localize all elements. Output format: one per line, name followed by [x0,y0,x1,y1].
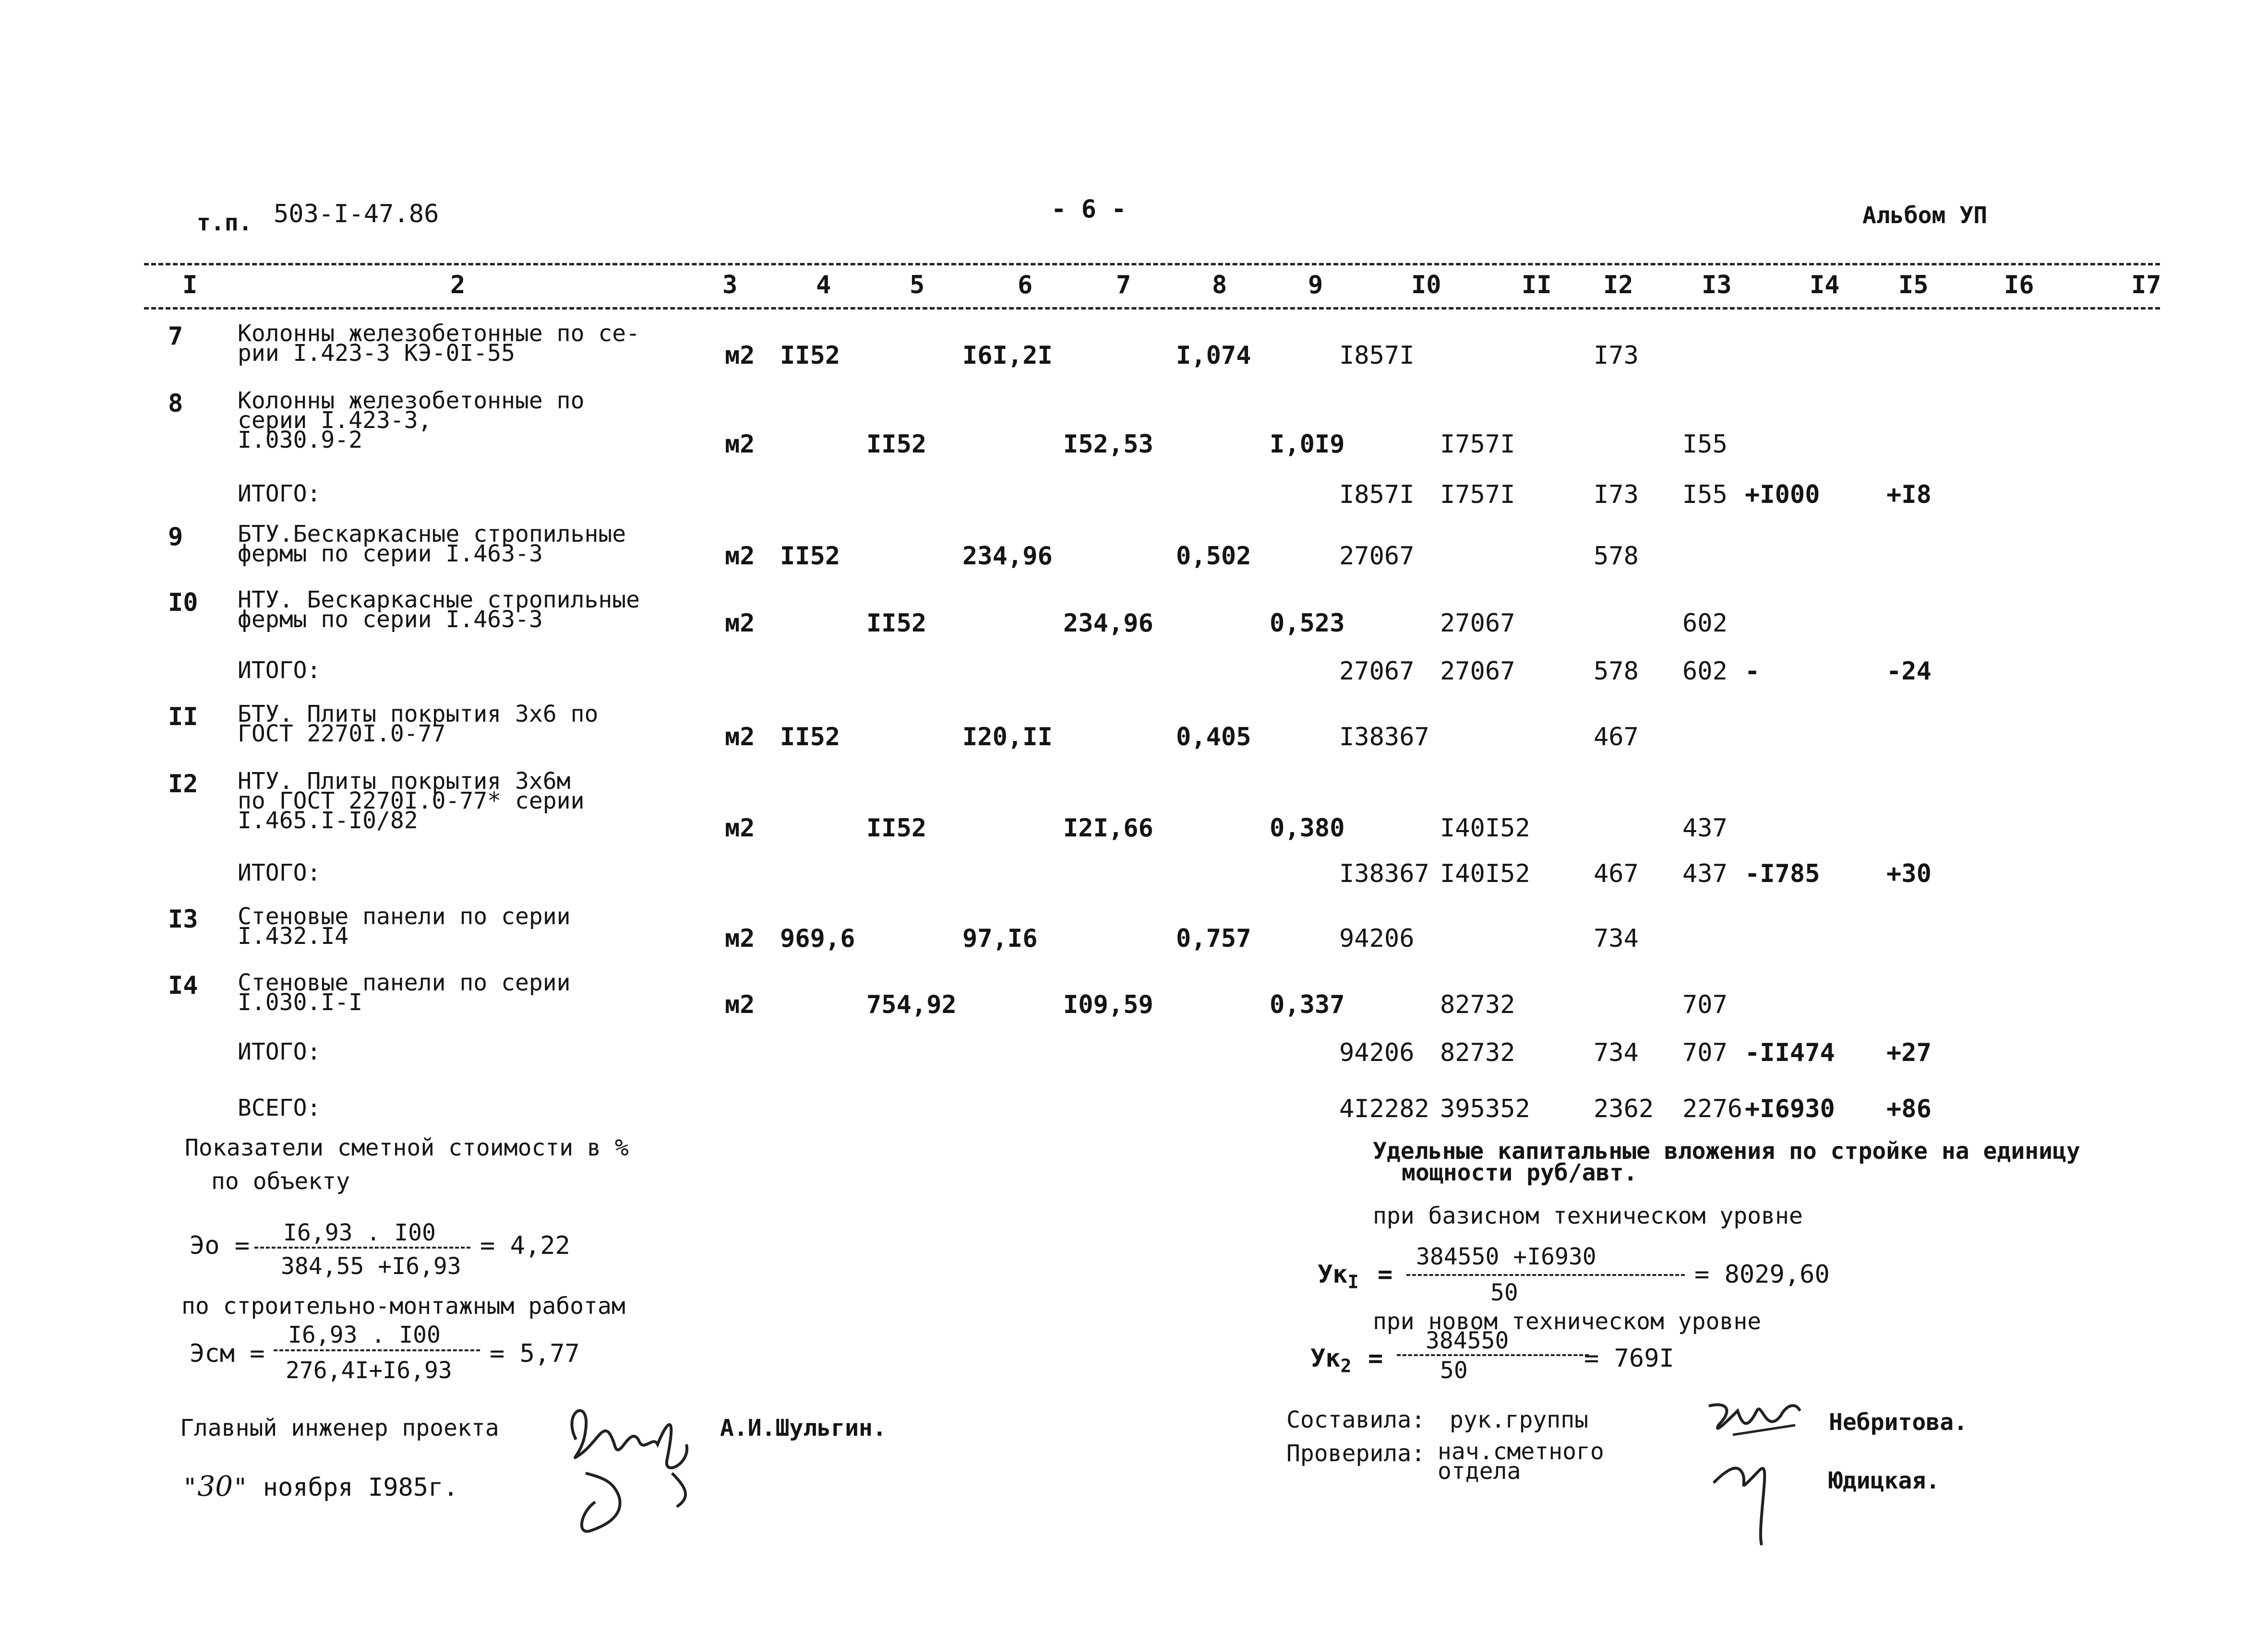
row-number: I4 [168,971,198,1000]
column-header-5: 5 [910,271,925,299]
checked-name: Юдицкая. [1829,1467,1940,1494]
cell-c8: 0,502 [1176,542,1251,571]
indicators-by-cmr: по строительно-монтажным работам [181,1293,625,1320]
cell-c10: 94206 [1339,1038,1415,1067]
cell-c7: I2I,66 [1063,814,1153,843]
cell-c13: 2276 [1682,1095,1743,1123]
eo-numerator: I6,93 . I00 [283,1219,436,1246]
eo-fraction-line [254,1247,470,1249]
chief-engineer-title: Главный инженер проекта [180,1415,499,1441]
total-label: ИТОГО: [238,1038,321,1065]
uk2-equals: = [1368,1344,1383,1373]
specific-heading: Удельные капитальные вложения по стройке на единицу [1373,1138,2080,1165]
cell-c13: 437 [1682,814,1728,843]
uk1-result: = 8029,60 [1694,1260,1830,1289]
row-number: I3 [168,905,198,934]
date-day: 30 [197,1470,233,1502]
cell-c12: 734 [1594,924,1639,953]
cell-c10: I857I [1339,341,1415,370]
cell-c12: 734 [1594,1038,1639,1067]
new-level-label: при новом техническом уровне [1373,1308,1762,1335]
cell-c10: I38367 [1339,859,1429,888]
cell-c11: I757I [1440,430,1515,459]
cell-c11: 82732 [1440,990,1515,1019]
cell-c13: 602 [1682,609,1728,638]
compiled-name: Небритова. [1829,1409,1968,1436]
row-description: Стеновые панели по серии I.432.I4 [238,903,571,950]
checked-role: нач.сметного отдела [1438,1438,1604,1485]
uk1-fraction-line [1406,1274,1685,1276]
cell-c10: 4I2282 [1339,1095,1429,1123]
column-header-17: I7 [2131,271,2161,299]
eo-result: = 4,22 [480,1231,570,1260]
cell-c10: 94206 [1339,924,1415,953]
cell-c15: +I8 [1886,480,1932,509]
ecm-denominator: 276,4I+I6,93 [286,1357,452,1384]
uk1-numerator: 384550 +I6930 [1416,1243,1596,1270]
row-description: НТУ. Плиты покрытия 3х6м по ГОСТ 2270I.0-77* серии I.465.I-I0/82 [238,768,585,834]
row-number: 8 [168,389,183,418]
row-description: НТУ. Бескаркасные стропильные фермы по серии I.463-3 [238,586,640,633]
cell-c8: 0,757 [1176,924,1251,953]
chief-signature [547,1382,706,1536]
uk1-denominator: 50 [1490,1279,1518,1306]
cell-c13: 707 [1682,1038,1728,1067]
compiled-signature [1699,1392,1805,1449]
row-description: БТУ.Бескаркасные стропильные фермы по серии I.463-3 [238,521,626,567]
cell-c5: 754,92 [866,990,957,1019]
uk2-numerator: 384550 [1426,1327,1509,1354]
unit-cell: м2 [725,609,755,638]
uk2-fraction-line [1397,1354,1589,1356]
cell-c6: I20,II [962,723,1053,751]
row-number: I2 [168,770,198,798]
row-description: Колонны железобетонные по серии I.423-3, I.030.9-2 [238,387,585,453]
cell-c12: I73 [1594,480,1639,509]
column-header-13: I3 [1702,271,1732,299]
ecm-fraction-line [274,1349,480,1351]
cell-c6: 234,96 [962,542,1053,571]
eo-denominator: 384,55 +I6,93 [281,1253,461,1280]
header-rule-top [144,263,2160,265]
cell-c14: - [1745,657,1760,686]
cell-c13: I55 [1682,480,1728,509]
cell-c7: I52,53 [1063,430,1153,459]
header-rule-bottom [144,307,2160,310]
column-header-11: II [1522,271,1552,299]
uk2-subscript: 2 [1340,1355,1352,1377]
unit-cell: м2 [725,542,755,571]
cell-c9: I,0I9 [1270,430,1345,459]
row-description: БТУ. Плиты покрытия 3х6 по ГОСТ 2270I.0-77 [238,701,599,747]
cell-c14: -II474 [1745,1038,1835,1067]
indicators-heading: Показатели сметной стоимости в % [185,1134,629,1161]
column-header-16: I6 [2004,271,2034,299]
date-line [182,1472,458,1500]
cell-c14: +I000 [1745,480,1820,509]
cell-c7: 234,96 [1063,609,1153,638]
cell-c11: 27067 [1440,657,1515,686]
column-header-4: 4 [816,271,831,299]
column-header-3: 3 [722,271,738,299]
cell-c15: +86 [1886,1095,1932,1123]
indicators-by-object: по объекту [211,1168,350,1195]
uk1-label: $Ук_I$ [1318,1260,1359,1293]
column-header-14: I4 [1810,271,1840,299]
unit-cell: м2 [725,430,755,459]
cell-c4: 969,6 [780,924,855,953]
column-header-1: I [182,271,198,299]
cell-c13: 437 [1682,859,1728,888]
cell-c12: 578 [1594,657,1639,686]
cell-c14: +I6930 [1745,1095,1835,1123]
row-number: II [168,703,198,731]
cell-c10: I857I [1339,480,1415,509]
cell-c12: 2362 [1594,1095,1654,1123]
column-header-8: 8 [1212,271,1227,299]
row-number: I0 [168,588,198,617]
unit-cell: м2 [725,814,755,843]
date-open-quote: " [182,1473,198,1502]
column-header-6: 6 [1018,271,1033,299]
cell-c11: I40I52 [1440,814,1530,843]
column-header-2: 2 [450,271,466,299]
cell-c10: 27067 [1339,657,1415,686]
checked-label: Проверила: [1286,1440,1425,1467]
column-header-9: 9 [1308,271,1323,299]
unit-cell: м2 [725,924,755,953]
uk1-equals: = [1378,1260,1393,1289]
column-header-15: I5 [1898,271,1929,299]
unit-cell: м2 [725,990,755,1019]
cell-c10: I38367 [1339,723,1429,751]
ecm-numerator: I6,93 . I00 [288,1322,441,1348]
cell-c5: II52 [866,814,927,843]
basic-level-label: при базисном техническом уровне [1373,1203,1803,1229]
compiled-label: Составила: [1286,1406,1425,1433]
row-number: 7 [168,322,183,351]
cell-c11: I40I52 [1440,859,1530,888]
doc-number: 503-I-47.86 [274,200,439,228]
column-header-10: I0 [1411,271,1441,299]
cell-c11: 82732 [1440,1038,1515,1067]
compiled-role: рук.группы [1450,1406,1588,1433]
unit-cell: м2 [725,723,755,751]
cell-c10: 27067 [1339,542,1415,571]
cell-c12: 467 [1594,723,1639,751]
cell-c15: -24 [1886,657,1932,686]
uk2-result: = 769I [1584,1344,1674,1373]
eo-label: Эо = [190,1231,250,1260]
album-label: Альбом УП [1862,202,1988,229]
cell-c5: II52 [866,430,927,459]
cell-c7: I09,59 [1063,990,1153,1019]
total-label: ВСЕГО: [238,1095,321,1121]
row-description: Колонны железобетонные по се- рии I.423-3 КЭ-0I-55 [238,320,640,367]
cell-c8: 0,405 [1176,723,1251,751]
row-description: Стеновые панели по серии I.030.I-I [238,969,571,1016]
cell-c6: I6I,2I [962,341,1053,370]
cell-c12: 578 [1594,542,1639,571]
cell-c9: 0,523 [1270,609,1345,638]
column-header-7: 7 [1116,271,1131,299]
checked-signature [1709,1444,1795,1550]
unit-cell: м2 [725,341,755,370]
cell-c13: 602 [1682,657,1728,686]
cell-c4: II52 [780,542,840,571]
cell-c9: 0,380 [1270,814,1345,843]
ecm-label: Эсм = [190,1339,265,1368]
row-number: 9 [168,523,183,551]
cell-c5: II52 [866,609,927,638]
cell-c9: 0,337 [1270,990,1345,1019]
uk2-denominator: 50 [1440,1357,1468,1384]
chief-engineer-name: А.И.Шульгин. [720,1415,887,1441]
column-header-12: I2 [1603,271,1633,299]
cell-c12: I73 [1594,341,1639,370]
uk1-subscript: I [1347,1271,1359,1293]
page-number: - 6 - [1051,195,1127,224]
cell-c13: 707 [1682,990,1728,1019]
total-label: ИТОГО: [238,859,321,886]
specific-heading-units: мощности руб/авт. [1402,1159,1638,1186]
total-label: ИТОГО: [238,480,321,507]
cell-c14: -I785 [1745,859,1820,888]
doc-prefix: т.п. [197,209,252,236]
ecm-result: = 5,77 [490,1339,580,1368]
cell-c15: +27 [1886,1038,1932,1067]
cell-c15: +30 [1886,859,1932,888]
total-label: ИТОГО: [238,657,321,684]
cell-c12: 467 [1594,859,1639,888]
cell-c13: I55 [1682,430,1728,459]
cell-c6: 97,I6 [962,924,1038,953]
date-rest: " ноября I985г. [233,1473,458,1502]
cell-c4: II52 [780,341,840,370]
cell-c4: II52 [780,723,840,751]
uk2-label: $Ук_2$ [1310,1344,1352,1377]
cell-c8: I,074 [1176,341,1251,370]
cell-c11: 27067 [1440,609,1515,638]
cell-c11: I757I [1440,480,1515,509]
cell-c11: 395352 [1440,1095,1530,1123]
